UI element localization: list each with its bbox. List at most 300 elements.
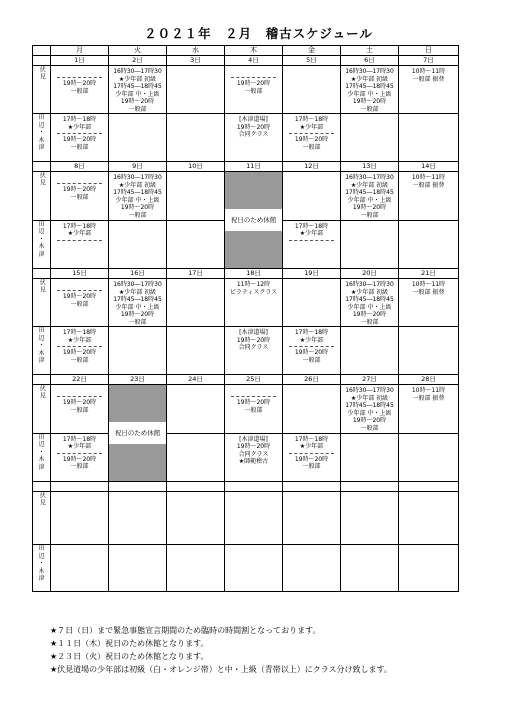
cell-content (109, 279, 166, 326)
schedule-cell (399, 433, 459, 482)
dojo-label-char: 辺 (38, 552, 45, 560)
dojo-label-char: ・ (38, 342, 45, 349)
schedule-text: 19時～20時 (236, 443, 271, 450)
cell-content (51, 172, 108, 201)
schedule-text: 10時～11時 (411, 387, 446, 394)
cell-content (51, 434, 108, 471)
date-row-spacer (33, 162, 51, 172)
schedule-text: 16時30―17時30 (345, 68, 394, 75)
date-cell: 6日 (341, 56, 399, 66)
holiday-block (109, 385, 166, 481)
schedule-text: [木津道場] (239, 435, 268, 443)
date-row-spacer (33, 482, 51, 492)
schedule-text: 17時～18時 (294, 116, 329, 123)
schedule-cell (167, 114, 225, 162)
schedule-text: [木津道場] (239, 116, 268, 123)
cell-content (167, 492, 224, 494)
dojo-label-fushimi (33, 385, 51, 434)
date-cell (225, 482, 283, 492)
schedule-cell (283, 279, 341, 327)
schedule-row-fushimi (33, 172, 459, 221)
schedule-text: 19時～20時 (236, 80, 271, 87)
schedule-text: 19時～20時 (236, 399, 271, 406)
dashed-divider (57, 77, 102, 78)
schedule-cell (341, 327, 399, 375)
dashed-divider (57, 396, 102, 397)
schedule-cell (399, 492, 459, 545)
dojo-label-char: 田 (38, 114, 45, 121)
cell-content (51, 66, 108, 95)
date-cell: 15日 (51, 269, 109, 279)
cell-content (283, 385, 340, 387)
schedule-text: 一般部 (302, 356, 321, 364)
date-cell (283, 482, 341, 492)
dojo-label-fushimi (33, 172, 51, 221)
schedule-text: 一般部 (70, 300, 89, 308)
schedule-cell (51, 385, 109, 434)
cell-content (283, 221, 340, 257)
dashed-divider (57, 290, 102, 291)
cell-content (167, 279, 224, 281)
date-cell: 20日 (341, 269, 399, 279)
dojo-label-char: 木 (38, 567, 45, 575)
closed-shading (225, 231, 282, 268)
schedule-text: ピラティスクラス (229, 288, 278, 296)
date-cell: 25日 (225, 375, 283, 385)
cell-content (109, 221, 166, 223)
cell-content (341, 434, 398, 436)
schedule-cell (51, 327, 109, 375)
dojo-label-text: 伏見 (38, 492, 46, 506)
schedule-text (51, 281, 108, 288)
dojo-label-tanabe (33, 114, 51, 162)
schedule-text: 16時30―17時30 (113, 68, 162, 75)
schedule-text: 一般部 (128, 211, 147, 219)
schedule-text: ★少年部 初級 (350, 288, 389, 296)
dojo-label-char: ・ (38, 560, 45, 567)
schedule-text: 17時45―18時45 (345, 189, 394, 196)
dashed-divider (57, 183, 102, 184)
dashed-divider (57, 346, 102, 347)
cell-content (225, 492, 282, 494)
holiday-block (225, 172, 282, 268)
cell-content (167, 545, 224, 547)
schedule-cell (341, 220, 399, 269)
schedule-text: 一般部 (360, 424, 379, 432)
cell-content (167, 66, 224, 68)
dojo-label-char: 田 (38, 545, 45, 552)
cell-content (341, 279, 398, 326)
schedule-text: 少年部 中・上級 (115, 90, 160, 98)
schedule-text: 少年部 中・上級 (347, 409, 392, 417)
dojo-label-char: ・ (38, 235, 45, 243)
cell-content (51, 279, 108, 308)
schedule-cell (109, 492, 167, 545)
schedule-cell (341, 385, 399, 434)
date-cell: 2日 (109, 56, 167, 66)
schedule-cell (225, 433, 283, 482)
schedule-cell (109, 66, 167, 114)
schedule-cell (167, 66, 225, 114)
cell-content (399, 279, 458, 296)
schedule-text: ★少年部 初級 (118, 181, 157, 189)
schedule-text: 合同クラス (238, 450, 269, 458)
schedule-text: 17時～18時 (62, 435, 97, 443)
schedule-text: 一般部 (360, 318, 379, 326)
cell-content (225, 545, 282, 547)
dojo-label-char: 辺 (38, 121, 45, 129)
schedule-cell (225, 327, 283, 375)
cell-content (225, 327, 282, 352)
schedule-text: 19時～20時 (352, 417, 387, 424)
schedule-text: 合同クラス (238, 344, 269, 351)
schedule-cell (51, 172, 109, 221)
weekday-header: 日 (399, 46, 459, 56)
date-cell: 13日 (341, 162, 399, 172)
schedule-cell (283, 327, 341, 375)
schedule-text: [木津道場] (239, 329, 268, 336)
schedule-text: 19時～20時 (352, 98, 387, 105)
page-title: ２０２１年 ２月 稽古スケジュール (144, 26, 373, 41)
schedule-text (225, 68, 282, 75)
schedule-text: 16時30―17時30 (345, 387, 394, 394)
date-row (33, 56, 459, 66)
note-line: ★７日（日）まで緊急事態宣言期間のため臨時の時間割となっております。 (50, 626, 321, 635)
dojo-label-char: 津 (38, 357, 45, 364)
schedule-text: 一般部 (70, 87, 89, 95)
schedule-cell (341, 545, 399, 592)
schedule-text: ★少年部 (299, 443, 324, 450)
schedule-cell (225, 114, 283, 162)
schedule-text: 17時45―18時45 (345, 402, 394, 409)
schedule-row-fushimi (33, 66, 459, 114)
date-cell: 28日 (399, 375, 459, 385)
dojo-label-text: 伏見 (38, 66, 46, 80)
schedule-text: 17時～18時 (294, 435, 329, 443)
cell-content (225, 385, 282, 414)
cell-content (109, 66, 166, 113)
date-cell: 7日 (399, 56, 459, 66)
schedule-text: 一般部 (128, 318, 147, 326)
schedule-cell (51, 220, 109, 269)
notes (50, 624, 510, 676)
schedule-text: 19時～20時 (62, 80, 97, 87)
schedule-cell (51, 114, 109, 162)
date-cell: 18日 (225, 269, 283, 279)
date-cell: 12日 (283, 162, 341, 172)
date-cell: 5日 (283, 56, 341, 66)
dojo-label-char: 木 (38, 136, 45, 144)
schedule-text: ★少年部 初級 (118, 288, 157, 296)
dashed-divider (231, 396, 276, 397)
dashed-divider (289, 133, 334, 134)
schedule-text: 少年部 中・上級 (347, 303, 392, 311)
schedule-text: 19時～20時 (120, 204, 155, 211)
dojo-label-char: 津 (38, 144, 45, 151)
date-cell: 22日 (51, 375, 109, 385)
date-cell: 8日 (51, 162, 109, 172)
date-row (33, 375, 459, 385)
schedule-text: 一般部 (70, 406, 89, 414)
schedule-text: 19時～20時 (62, 186, 97, 193)
cell-content (51, 327, 108, 364)
schedule-cell (167, 279, 225, 327)
dashed-divider (231, 77, 276, 78)
date-cell: 24日 (167, 375, 225, 385)
schedule-text: 一般部 (302, 143, 321, 151)
dojo-label-char: 辺 (38, 334, 45, 342)
schedule-cell (225, 385, 283, 434)
schedule-text: 一般部 (302, 463, 321, 470)
schedule-text: ★少年部 初級 (350, 394, 389, 402)
schedule-text: 少年部 中・上級 (115, 303, 160, 311)
schedule-cell (399, 66, 459, 114)
schedule-text: 10時～11時 (411, 174, 446, 181)
cell-content (225, 114, 282, 139)
dashed-divider (289, 240, 334, 241)
schedule-text: 19時～20時 (294, 349, 329, 356)
cell-content (51, 492, 108, 494)
cell-content (341, 221, 398, 223)
schedule-cell (109, 114, 167, 162)
cell-content (283, 66, 340, 68)
schedule-text: 19時～20時 (62, 136, 97, 143)
schedule-row-fushimi (33, 492, 459, 545)
dojo-label-char: 木 (38, 243, 45, 250)
schedule-cell (167, 385, 225, 434)
dashed-divider (57, 133, 102, 134)
schedule-text: 少年部 中・上級 (347, 196, 392, 204)
schedule-text: 17時45―18時45 (113, 296, 162, 303)
dojo-label-tanabe (33, 327, 51, 375)
schedule-text: 17時45―18時45 (113, 83, 162, 90)
cell-content (283, 434, 340, 471)
schedule-text: ★少年部 初級 (350, 75, 389, 83)
date-cell (109, 482, 167, 492)
weekday-header: 土 (341, 46, 399, 56)
date-row-spacer (33, 56, 51, 66)
schedule-cell (283, 545, 341, 592)
date-cell: 21日 (399, 269, 459, 279)
schedule-text: 17時～18時 (62, 329, 97, 336)
cell-content (109, 172, 166, 219)
schedule-cell (341, 279, 399, 327)
dojo-label-char: 田 (38, 433, 45, 441)
schedule-text (51, 174, 108, 181)
schedule-text: ★少年部 (67, 443, 92, 450)
dashed-divider (57, 240, 102, 241)
schedule-cell (399, 327, 459, 375)
cell-content (399, 327, 458, 329)
cell-content (341, 66, 398, 113)
schedule-text: 19時～20時 (294, 455, 329, 463)
dashed-divider (289, 346, 334, 347)
schedule-text: 17時～18時 (294, 222, 329, 230)
schedule-cell (399, 545, 459, 592)
schedule-text (51, 250, 108, 257)
dojo-label-fushimi (33, 66, 51, 114)
dojo-label-char: 辺 (38, 441, 45, 448)
cell-content (167, 385, 224, 387)
schedule-cell (225, 66, 283, 114)
cell-content (283, 545, 340, 547)
schedule-text: 一般部 (70, 463, 89, 470)
date-cell: 4日 (225, 56, 283, 66)
holiday-closed-cell (109, 385, 167, 482)
schedule-cell (109, 327, 167, 375)
schedule-cell (341, 492, 399, 545)
cell-content (109, 327, 166, 329)
schedule-cell (109, 220, 167, 269)
schedule-cell (283, 433, 341, 482)
date-cell (341, 482, 399, 492)
date-cell: 27日 (341, 375, 399, 385)
schedule-text: 一般部 (360, 211, 379, 219)
holiday-text: 祝日のため休館 (225, 209, 282, 231)
schedule-cell (399, 385, 459, 434)
date-cell: 3日 (167, 56, 225, 66)
schedule-text: 一般部 (244, 87, 263, 95)
schedule-cell (341, 66, 399, 114)
cell-content (51, 545, 108, 547)
cell-content (283, 279, 340, 281)
schedule-text: 19時～20時 (62, 293, 97, 300)
holiday-text: 祝日のため休館 (109, 422, 166, 444)
date-row (33, 269, 459, 279)
dojo-label-text: 伏見 (38, 385, 46, 399)
cell-content (109, 114, 166, 116)
date-cell: 1日 (51, 56, 109, 66)
dojo-label-tanabe (33, 545, 51, 592)
schedule-row-tanabe (33, 327, 459, 375)
dojo-label-text: 伏見 (38, 279, 46, 293)
schedule-cell (167, 545, 225, 592)
schedule-cell (109, 545, 167, 592)
cell-content (399, 385, 458, 402)
schedule-cell (225, 545, 283, 592)
schedule-text: 19時～20時 (120, 98, 155, 105)
dojo-label-tanabe (33, 433, 51, 482)
schedule-text: 17時～18時 (294, 329, 329, 336)
date-cell: 10日 (167, 162, 225, 172)
schedule-text: 一般部 振替 (412, 394, 445, 402)
schedule-cell (341, 114, 399, 162)
schedule-text: 一般部 (70, 356, 89, 364)
cell-content (167, 114, 224, 116)
schedule-cell (51, 545, 109, 592)
dojo-label-char: 田 (38, 327, 45, 334)
cell-content (399, 66, 458, 83)
schedule-text: 10時～11時 (411, 68, 446, 75)
schedule-text: 17時45―18時45 (113, 189, 162, 196)
closed-shading (109, 444, 166, 481)
cell-content (283, 492, 340, 494)
schedule-text (225, 387, 282, 394)
date-row-spacer (33, 269, 51, 279)
corner-cell (33, 46, 51, 56)
schedule-text: ★少年部 (299, 123, 324, 131)
cell-content (341, 327, 398, 329)
date-cell: 19日 (283, 269, 341, 279)
schedule-text: 19時～20時 (236, 123, 271, 131)
schedule-cell (283, 385, 341, 434)
date-cell: 16日 (109, 269, 167, 279)
date-cell: 26日 (283, 375, 341, 385)
schedule-row-tanabe (33, 114, 459, 162)
cell-content (51, 114, 108, 151)
cell-content (225, 66, 282, 95)
schedule-text: 17時～18時 (62, 222, 97, 230)
schedule-text (283, 243, 340, 250)
dojo-label-char: ・ (38, 448, 45, 456)
date-cell: 11日 (225, 162, 283, 172)
schedule-text: 一般部 (360, 105, 379, 113)
schedule-text (51, 68, 108, 75)
dashed-divider (57, 453, 102, 454)
weekday-header: 月 (51, 46, 109, 56)
schedule-text: 11時～12時 (236, 281, 271, 288)
dojo-label-char: 木 (38, 349, 45, 357)
weekday-header: 火 (109, 46, 167, 56)
schedule-text: 16時30―17時30 (345, 174, 394, 181)
note-line: ★１１日（木）祝日のため休館となります。 (50, 639, 209, 648)
schedule-cell (225, 279, 283, 327)
schedule-cell (167, 220, 225, 269)
cell-content (399, 545, 458, 547)
schedule-text: ★少年部 初級 (118, 75, 157, 83)
holiday-closed-cell (225, 172, 283, 269)
schedule-text: 16時30―17時30 (113, 174, 162, 181)
cell-content (167, 327, 224, 329)
schedule-cell (51, 279, 109, 327)
schedule-cell (283, 492, 341, 545)
cell-content (399, 172, 458, 189)
cell-content (167, 172, 224, 174)
cell-content (283, 114, 340, 151)
schedule-cell (399, 114, 459, 162)
schedule-cell (51, 492, 109, 545)
schedule-text: ★少年部 初級 (350, 181, 389, 189)
schedule-text: 16時30―17時30 (113, 281, 162, 288)
schedule-text: 16時30―17時30 (345, 281, 394, 288)
schedule-text: 一般部 (70, 193, 89, 201)
schedule-text: ★少年部 (67, 230, 92, 237)
cell-content (399, 221, 458, 223)
schedule-text: 19時～20時 (294, 136, 329, 143)
schedule-cell (51, 433, 109, 482)
note-line: ★伏見道場の少年部は初級（白・オレンジ帯）と中・上級（青帯以上）にクラス分け致します。 (50, 665, 392, 674)
schedule-text: 少年部 中・上級 (347, 90, 392, 98)
cell-content (341, 385, 398, 432)
schedule-text (51, 243, 108, 250)
cell-content (341, 545, 398, 547)
weekday-header-row (33, 46, 459, 56)
schedule-text: 一般部 (244, 406, 263, 414)
schedule-cell (167, 327, 225, 375)
cell-content (167, 434, 224, 436)
dojo-label-fushimi (33, 279, 51, 327)
schedule-text: 19時～20時 (236, 336, 271, 344)
cell-content (341, 492, 398, 494)
cell-content (51, 385, 108, 414)
schedule-cell (51, 66, 109, 114)
schedule-cell (283, 220, 341, 269)
date-row-spacer (33, 375, 51, 385)
cell-content (109, 545, 166, 547)
date-cell: 17日 (167, 269, 225, 279)
cell-content (167, 221, 224, 223)
note-line: ★２３日（火）祝日のため休館となります。 (50, 652, 209, 661)
